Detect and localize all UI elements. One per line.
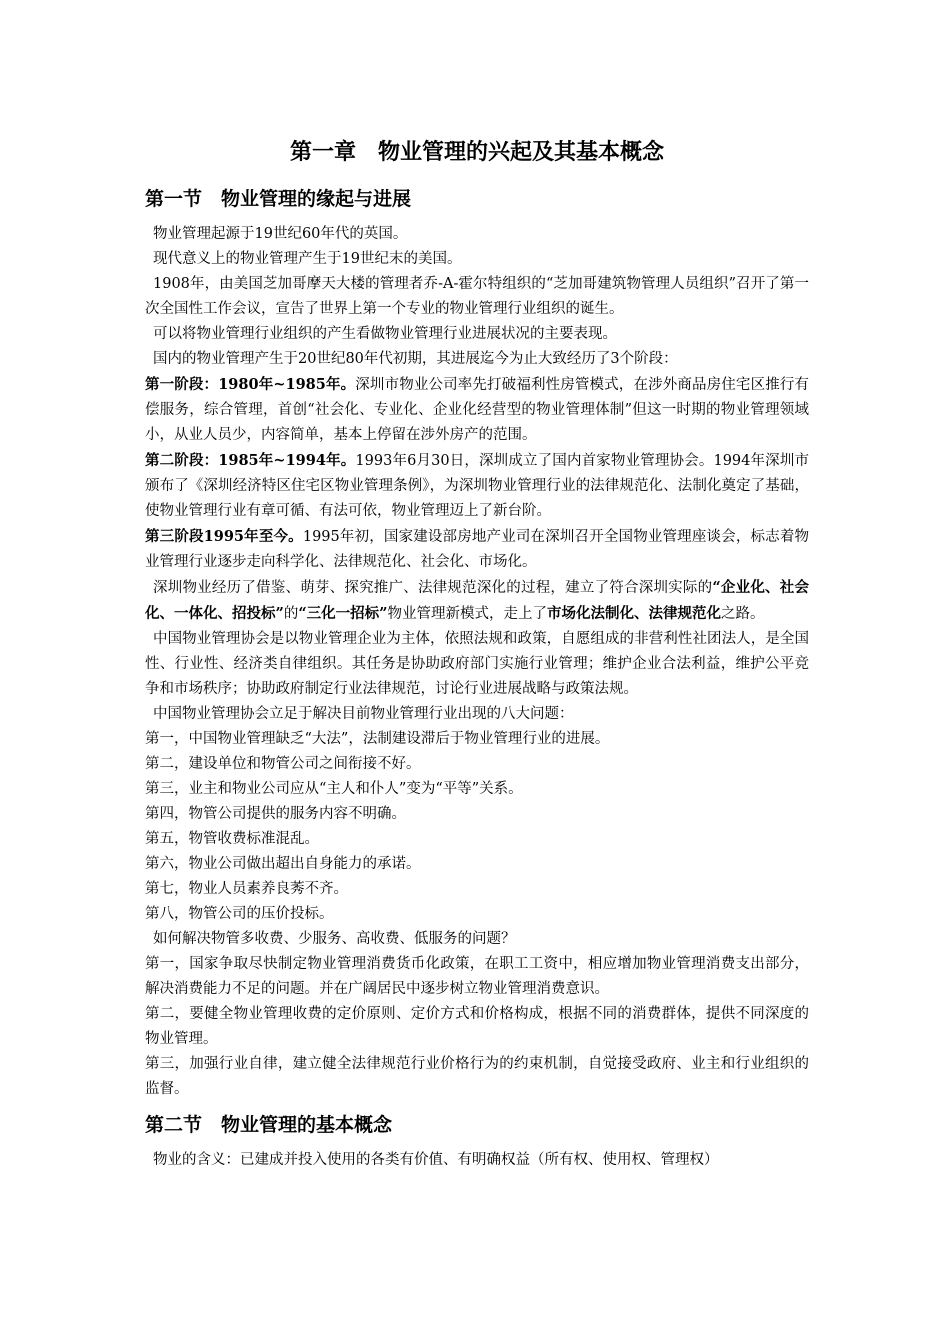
solution-item: 第三，加强行业自律，建立健全法律规范行业价格行为的约束机制，自觉接受政府、业主和行业组织的监督。 <box>145 1056 809 1097</box>
association-paragraph: 中国物业管理协会是以物业管理企业为主体，依照法规和政策，自愿组成的非营利性社团法人，是全国性、行业性、经济类自律组织。其任务是协助政府部门实施行业管理；维护企业合法利益，维护公平竞争和市场秩序；协助政府制定行业法律规范，讨论行业进展战略与政策法规。 <box>145 631 809 697</box>
problem-item: 第八，物管公司的压价投标。 <box>145 906 334 922</box>
solution-item: 第二，要健全物业管理收费的定价原则、定价方式和价格构成，根据不同的消费群体，提供不同深度的物业管理。 <box>145 1006 809 1047</box>
paragraph-1908: 1908年，由美国芝加哥摩天大楼的管理者乔-A-霍尔特组织的“芝加哥建筑物管理人员组织”召开了第一次全国性工作会议，宣告了世界上第一个专业的物业管理行业组织的诞生。 <box>145 276 809 317</box>
stage-3-paragraph <box>145 524 809 575</box>
stage-1-paragraph <box>145 372 809 448</box>
shenzhen-text-e: 之路。 <box>721 606 765 622</box>
problem-item: 第五，物管收费标准混乱。 <box>145 831 319 847</box>
shenzhen-text-a: 深圳物业经历了借鉴、萌芽、探究推广、法律规范深化的过程，建立了符合深圳实际的 <box>153 580 713 596</box>
shenzhen-text-c: 的 <box>283 606 299 622</box>
paragraph-domestic-stages: 国内的物业管理产生于20世纪80年代初期，其进展迄今为止大致经历了3个阶段： <box>153 351 678 367</box>
problem-item: 第二，建设单位和物管公司之间衔接不好。 <box>145 756 421 772</box>
shenzhen-text-d: 物业管理新模式，走上了 <box>387 606 548 622</box>
problem-item: 第三，业主和物业公司应从“主人和仆人”变为“平等”关系。 <box>145 781 523 797</box>
stage-3-label: 第三阶段1995年至今。 <box>145 528 303 545</box>
stage-2-text: 1993年6月30日，深圳成立了国内首家物业管理协会。1994年深圳市颁布了《深圳经济特区住宅区物业管理条例》，为深圳物业管理行业的法律规范化、法制化奠定了基础，使物业管理行业有章可循、有法可依，物业管理迈上了新台阶。 <box>145 453 809 519</box>
paragraph-origin-uk: 物业管理起源于19世纪60年代的英国。 <box>153 226 408 242</box>
shenzhen-model-paragraph <box>145 575 809 627</box>
paragraph-industry-org: 可以将物业管理行业组织的产生看做物业管理行业进展状况的主要表现。 <box>153 326 617 342</box>
stage-1-text: 深圳市物业公司率先打破福利性房管模式，在涉外商品房住宅区推行有偿服务，综合管理，首创“社会化、专业化、企业化经营型的物业管理体制”但这一时期的物业管理领域小，从业人员少，内容简单，基本上停留在涉外房产的范围。 <box>145 377 809 443</box>
stage-2-paragraph <box>145 448 809 524</box>
section-2-title: 第二节 物业管理的基本概念 <box>145 1114 393 1136</box>
shenzhen-bold-1: “企业化、社会化、一体化、招投标” <box>145 579 810 622</box>
section-1-title: 第一节 物业管理的缘起与进展 <box>145 188 412 210</box>
shenzhen-bold-3: 市场化法制化、法律规范化 <box>547 605 722 622</box>
chapter-title: 第一章 物业管理的兴起及其基本概念 <box>289 140 664 165</box>
problem-item: 第六，物业公司做出超出自身能力的承诺。 <box>145 856 421 872</box>
solutions-intro: 如何解决物管多收费、少服务、高收费、低服务的问题？ <box>153 931 516 947</box>
stage-3-text: 1995年初，国家建设部房地产业司在深圳召开全国物业管理座谈会，标志着物业管理行业逐步走向科学化、法律规范化、社会化、市场化。 <box>145 529 809 570</box>
shenzhen-bold-2: “三化一招标” <box>298 605 388 622</box>
problem-item: 第一，中国物业管理缺乏“大法”，法制建设滞后于物业管理行业的进展。 <box>145 731 610 747</box>
property-definition: 物业的含义：已建成并投入使用的各类有价值、有明确权益（所有权、使用权、管理权） <box>153 1152 719 1168</box>
stage-1-label: 第一阶段：1980年~1985年。 <box>145 376 356 393</box>
problem-item: 第七，物业人员素养良莠不齐。 <box>145 881 348 897</box>
stage-2-label: 第二阶段：1985年~1994年。 <box>145 452 356 469</box>
paragraph-origin-us: 现代意义上的物业管理产生于19世纪末的美国。 <box>153 251 462 267</box>
problems-intro: 中国物业管理协会立足于解决目前物业管理行业出现的八大问题： <box>153 706 574 722</box>
solution-item: 第一，国家争取尽快制定物业管理消费货币化政策，在职工工资中，相应增加物业管理消费支出部分，解决消费能力不足的问题。并在广阔居民中逐步树立物业管理消费意识。 <box>145 956 809 997</box>
problem-item: 第四，物管公司提供的服务内容不明确。 <box>145 806 406 822</box>
document-body <box>145 136 809 1173</box>
